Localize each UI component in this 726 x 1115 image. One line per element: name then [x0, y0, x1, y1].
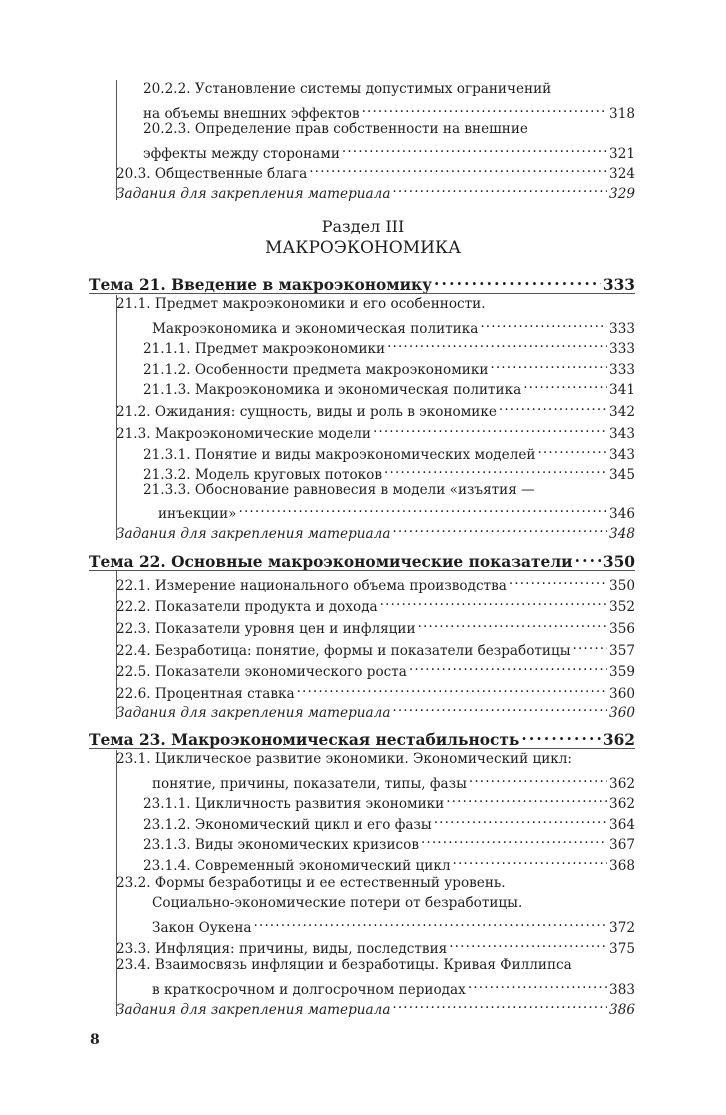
toc-entry-assignments-20[interactable] — [116, 179, 635, 202]
toc-entry-title: Закон Оукена — [152, 920, 252, 936]
toc-entry-20-2-3[interactable] — [143, 139, 635, 162]
dot-leader — [449, 934, 607, 953]
dot-leader — [392, 995, 607, 1014]
section-title: МАКРОЭКОНОМИКА — [265, 238, 461, 258]
dot-leader — [499, 397, 607, 416]
divider — [116, 750, 117, 1016]
toc-entry-title: 22.3. Показатели уровня цен и инфляции — [116, 621, 416, 637]
toc-entry-23-4[interactable] — [152, 975, 635, 998]
toc-page-number: 362 — [609, 796, 635, 812]
toc-entry-title: 23.3. Инфляция: причины, виды, последствия — [116, 941, 448, 957]
dot-leader — [380, 592, 607, 611]
toc-entry-title: 22.5. Показатели экономического роста — [116, 664, 407, 680]
toc-page-number: 368 — [609, 858, 635, 874]
toc-entry-title: 23.1.3. Виды экономических кризисов — [143, 837, 419, 853]
toc-theme-title: Тема 23. Макроэкономическая нестабильность — [89, 731, 520, 749]
toc-page-number: 360 — [609, 686, 635, 702]
toc-entry-20-2-3-line1: 20.2.3. Определение прав собственности на внешние — [143, 121, 528, 137]
toc-entry-23-1-3[interactable] — [143, 830, 635, 853]
toc-entry-23-2[interactable] — [152, 913, 635, 936]
toc-entry-title: Макроэкономика и экономическая политика — [152, 321, 479, 337]
toc-entry-title: 21.3.1. Понятие и виды макроэкономических моделей — [143, 447, 536, 463]
toc-page-number: 321 — [609, 146, 635, 162]
toc-entry-23-2-line2: Социально-экономические потери от безработицы. — [152, 895, 523, 911]
dot-leader — [521, 726, 601, 745]
toc-page-number: 362 — [602, 731, 635, 749]
dot-leader — [509, 571, 607, 590]
toc-entry-22-5[interactable] — [116, 657, 635, 680]
dot-leader — [342, 139, 607, 158]
dot-leader — [387, 334, 607, 353]
toc-entry-21-1-2[interactable] — [143, 355, 635, 378]
toc-entry-title: 21.1.3. Макроэкономика и экономическая политика — [143, 382, 522, 398]
toc-page-number: 324 — [609, 166, 635, 182]
toc-theme-21[interactable] — [89, 271, 635, 294]
toc-entry-title: 22.2. Показатели продукта и дохода — [116, 599, 378, 615]
toc-theme-title: Тема 22. Основные макроэкономические показатели — [89, 553, 573, 571]
toc-theme-22[interactable] — [89, 548, 635, 571]
toc-entry-title: инъекции» — [158, 506, 237, 522]
divider — [89, 748, 635, 749]
toc-entry-title: эффекты между сторонами — [143, 146, 340, 162]
toc-page-number: 352 — [609, 599, 635, 615]
divider — [89, 293, 635, 294]
dot-leader — [409, 657, 607, 676]
toc-entry-title: 20.3. Общественные блага — [116, 166, 308, 182]
dot-leader — [446, 789, 607, 808]
toc-theme-title: Тема 21. Введение в макроэкономику — [89, 276, 433, 294]
toc-page-number: 357 — [609, 643, 635, 659]
toc-entry-title: 21.3.2. Модель круговых потоков — [143, 467, 382, 483]
toc-entry-title: 23.1.2. Экономический цикл и его фазы — [143, 817, 432, 833]
toc-page-number: 356 — [609, 621, 635, 637]
toc-entry-title: 21.1.2. Особенности предмета макроэкономики — [143, 362, 489, 378]
toc-entry-assignments-22[interactable] — [116, 698, 635, 721]
toc-page-number: 367 — [609, 837, 635, 853]
toc-page-number: 364 — [609, 817, 635, 833]
toc-page-number: 333 — [609, 321, 635, 337]
toc-entry-21-3-2[interactable] — [143, 460, 635, 483]
toc-entry-22-1[interactable] — [116, 571, 635, 594]
toc-entry-assignments-21[interactable] — [116, 519, 635, 542]
toc-entry-title: Задания для закрепления материала — [116, 705, 391, 721]
dot-leader — [253, 913, 607, 932]
toc-entry-21-3-3-line1: 21.3.3. Обоснование равновесия в модели «изъятия — — [143, 482, 535, 498]
toc-entry-20-2-2[interactable] — [143, 99, 635, 122]
toc-entry-22-2[interactable] — [116, 592, 635, 615]
toc-entry-21-1[interactable] — [152, 314, 635, 337]
toc-entry-23-4-line1: 23.4. Взаимосвязь инфляции и безработицы. Кривая Филлипса — [116, 957, 572, 973]
page-number: 8 — [90, 1032, 100, 1048]
toc-page-number: 360 — [609, 705, 635, 721]
dot-leader — [384, 460, 607, 479]
dot-leader — [537, 440, 607, 459]
toc-entry-title: Задания для закрепления материала — [116, 1002, 391, 1018]
toc-entry-23-1[interactable] — [152, 769, 635, 792]
toc-entry-21-1-line1: 21.1. Предмет макроэкономики и его особенности. — [116, 296, 486, 312]
toc-entry-22-3[interactable] — [116, 614, 635, 637]
toc-page-number: 345 — [609, 467, 635, 483]
toc-entry-21-1-3[interactable] — [143, 375, 635, 398]
dot-leader — [523, 375, 607, 394]
toc-page-number: 362 — [609, 776, 635, 792]
toc-entry-23-1-1[interactable] — [143, 789, 635, 812]
toc-entry-22-6[interactable] — [116, 679, 635, 702]
toc-entry-title: 23.1.1. Цикличность развития экономики — [143, 796, 445, 812]
toc-page-number: 343 — [609, 426, 635, 442]
toc-page-number: 350 — [602, 553, 635, 571]
dot-leader — [575, 548, 601, 567]
dot-leader — [469, 769, 607, 788]
dot-leader — [392, 698, 607, 717]
toc-entry-title: 22.1. Измерение национального объема производства — [116, 578, 507, 594]
dot-leader — [373, 419, 607, 438]
toc-entry-title: 21.1.1. Предмет макроэкономики — [143, 341, 386, 357]
dot-leader — [392, 519, 607, 538]
toc-page-number: 383 — [609, 982, 635, 998]
dot-leader — [392, 179, 607, 198]
toc-entry-23-3[interactable] — [116, 934, 635, 957]
dot-leader — [421, 830, 607, 849]
toc-entry-title: в краткосрочном и долгосрочном периодах — [152, 982, 466, 998]
toc-page-number: 348 — [609, 526, 635, 542]
dot-leader — [418, 614, 608, 633]
toc-page-number: 350 — [609, 578, 635, 594]
toc-entry-title: 22.4. Безработица: понятие, формы и показатели безработицы — [116, 643, 571, 659]
toc-entry-title: Задания для закрепления материала — [116, 526, 391, 542]
toc-entry-title: 22.6. Процентная ставка — [116, 686, 295, 702]
toc-entry-23-2-line1: 23.2. Формы безработицы и ее естественный уровень. — [116, 875, 506, 891]
toc-entry-21-3[interactable] — [116, 419, 635, 442]
toc-page-number: 359 — [609, 664, 635, 680]
toc-entry-assignments-23[interactable] — [116, 995, 635, 1018]
dot-leader — [480, 314, 607, 333]
toc-entry-21-1-1[interactable] — [143, 334, 635, 357]
toc-entry-title: Задания для закрепления материала — [116, 186, 391, 202]
toc-page-number: 375 — [609, 941, 635, 957]
toc-entry-21-2[interactable] — [116, 397, 635, 420]
dot-leader — [309, 159, 607, 178]
dot-leader — [573, 636, 608, 655]
toc-page-number: 343 — [609, 447, 635, 463]
divider — [116, 571, 117, 719]
toc-entry-title: понятие, причины, показатели, типы, фазы — [152, 776, 467, 792]
dot-leader — [434, 271, 601, 290]
toc-entry-20-2-2-line1: 20.2.2. Установление системы допустимых ограничений — [143, 81, 552, 97]
toc-entry-21-3-1[interactable] — [143, 440, 635, 463]
dot-leader — [490, 355, 607, 374]
toc-page-number: 333 — [609, 362, 635, 378]
toc-page-number: 333 — [602, 276, 635, 294]
dot-leader — [453, 851, 608, 870]
dot-leader — [434, 810, 607, 829]
divider — [116, 295, 117, 540]
toc-theme-23[interactable] — [89, 726, 635, 749]
toc-entry-title: 21.3. Макроэкономические модели — [116, 426, 371, 442]
divider — [116, 80, 117, 200]
toc-page-number: 372 — [609, 920, 635, 936]
toc-page-number: 333 — [609, 341, 635, 357]
toc-entry-22-4[interactable] — [116, 636, 635, 659]
dot-leader — [468, 975, 607, 994]
toc-page-number: 386 — [609, 1002, 635, 1018]
toc-entry-title: 23.1.4. Современный экономический цикл — [143, 858, 451, 874]
toc-entry-23-1-line1: 23.1. Циклическое развитие экономики. Экономический цикл: — [116, 751, 573, 767]
toc-page-number: 318 — [609, 106, 635, 122]
dot-leader — [239, 499, 608, 518]
toc-page-number: 342 — [609, 404, 635, 420]
toc-page-number: 329 — [609, 186, 635, 202]
toc-page-number: 341 — [609, 382, 635, 398]
toc-entry-title: 21.2. Ожидания: сущность, виды и роль в экономике — [116, 404, 497, 420]
toc-entry-21-3-3[interactable] — [158, 499, 635, 522]
toc-entry-20-3[interactable] — [116, 159, 635, 182]
section-label: Раздел III — [321, 217, 405, 236]
toc-entry-title: на объемы внешних эффектов — [143, 106, 360, 122]
toc-entry-23-1-4[interactable] — [143, 851, 635, 874]
dot-leader — [297, 679, 607, 698]
toc-page-number: 346 — [609, 506, 635, 522]
dot-leader — [362, 99, 607, 118]
toc-entry-23-1-2[interactable] — [143, 810, 635, 833]
